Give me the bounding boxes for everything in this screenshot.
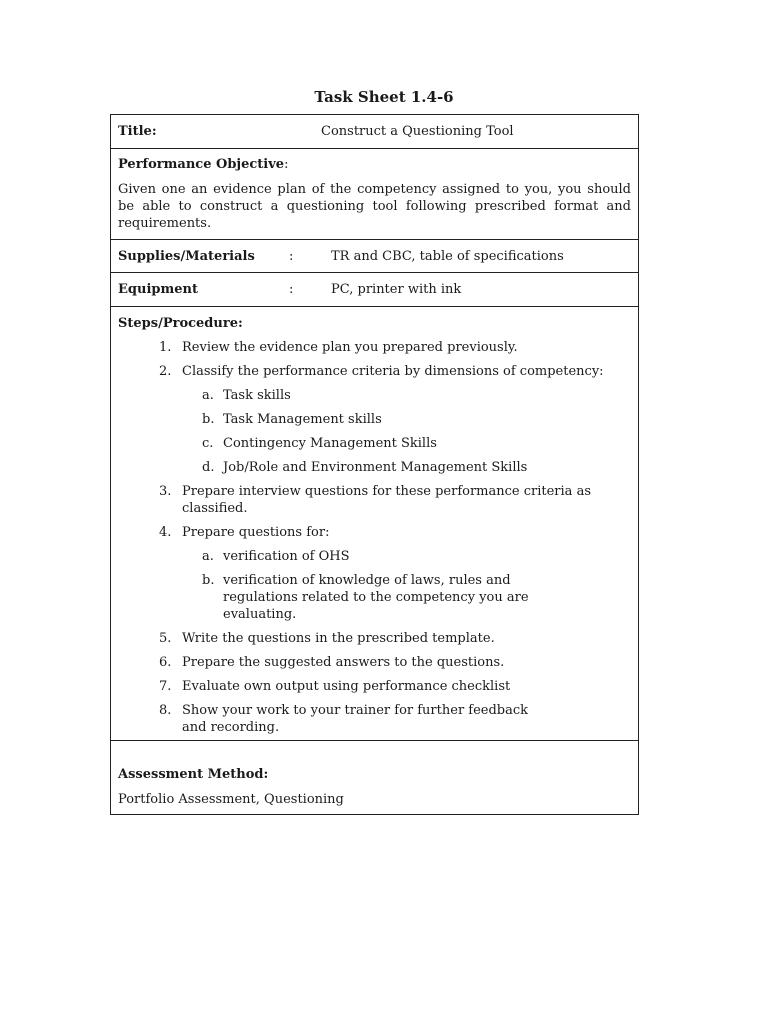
title-row <box>111 115 638 149</box>
performance-objective-colon: : <box>284 157 289 172</box>
performance-objective-row <box>111 149 638 240</box>
sub-step-letter: c. <box>202 436 214 451</box>
sub-step-letter: a. <box>202 388 214 403</box>
step-item <box>159 702 631 736</box>
sub-step-text: Task Management skills <box>223 412 382 427</box>
step-item <box>159 654 631 671</box>
performance-objective-heading <box>118 156 288 173</box>
step-item <box>159 363 631 380</box>
supplies-colon: : <box>289 249 294 264</box>
steps-label: Steps/Procedure: <box>118 316 243 331</box>
equipment-colon: : <box>289 282 294 297</box>
steps-list <box>159 339 631 743</box>
step-number: 2. <box>159 364 172 379</box>
performance-objective-text: Given one an evidence plan of the competency assigned to you, you should be able to construct a questioning tool following prescribed format and requirements. <box>118 182 631 231</box>
step-item <box>159 630 631 647</box>
step-item <box>159 339 631 356</box>
step-text: Show your work to your trainer for further feedback and recording. <box>182 703 529 735</box>
sub-step-item <box>202 572 631 623</box>
assessment-value: Portfolio Assessment, Questioning <box>118 792 344 807</box>
step-number: 3. <box>159 484 172 499</box>
sub-step-item <box>202 548 631 565</box>
sub-step-item <box>202 435 631 452</box>
step-text: Classify the performance criteria by dimensions of competency: <box>182 364 604 379</box>
step-text: Write the questions in the prescribed template. <box>182 631 495 646</box>
sub-step-item <box>202 459 631 476</box>
sub-step-text: verification of knowledge of laws, rules and regulations related to the competency you are evaluating. <box>223 573 529 622</box>
step-text: Evaluate own output using performance checklist <box>182 679 511 694</box>
step-text: Review the evidence plan you prepared previously. <box>182 340 518 355</box>
sub-step-text: verification of OHS <box>223 549 350 564</box>
step-text: Prepare questions for: <box>182 525 330 540</box>
sub-step-item <box>202 387 631 404</box>
step-number: 4. <box>159 525 172 540</box>
sub-step-item <box>202 411 631 428</box>
steps-row <box>111 307 638 741</box>
page-title: Task Sheet 1.4-6 <box>314 88 454 106</box>
step-item <box>159 678 631 695</box>
assessment-label: Assessment Method: <box>118 767 269 782</box>
equipment-value: PC, printer with ink <box>331 282 462 297</box>
step-number: 1. <box>159 340 172 355</box>
equipment-label: Equipment <box>118 282 198 297</box>
sub-step-text: Task skills <box>223 388 291 403</box>
step-text: Prepare the suggested answers to the questions. <box>182 655 505 670</box>
step-item <box>159 483 631 517</box>
sub-step-letter: b. <box>202 412 215 427</box>
performance-objective-label: Performance Objective <box>118 157 285 172</box>
step-text: Prepare interview questions for these performance criteria as classified. <box>182 484 591 516</box>
supplies-row <box>111 240 638 273</box>
equipment-row <box>111 273 638 307</box>
step-number: 5. <box>159 631 172 646</box>
sub-step-letter: d. <box>202 460 215 475</box>
task-sheet-table <box>110 114 639 815</box>
sub-step-letter: b. <box>202 573 215 588</box>
title-label: Title: <box>118 124 157 139</box>
title-value: Construct a Questioning Tool <box>321 124 514 139</box>
step-number: 6. <box>159 655 172 670</box>
step-item <box>159 524 631 541</box>
step-number: 7. <box>159 679 172 694</box>
sub-step-text: Contingency Management Skills <box>223 436 437 451</box>
sub-step-text: Job/Role and Environment Management Skills <box>223 460 528 475</box>
step-number: 8. <box>159 703 172 718</box>
assessment-row <box>111 741 638 814</box>
supplies-value: TR and CBC, table of specifications <box>331 249 564 264</box>
sub-step-letter: a. <box>202 549 214 564</box>
supplies-label: Supplies/Materials <box>118 249 255 264</box>
